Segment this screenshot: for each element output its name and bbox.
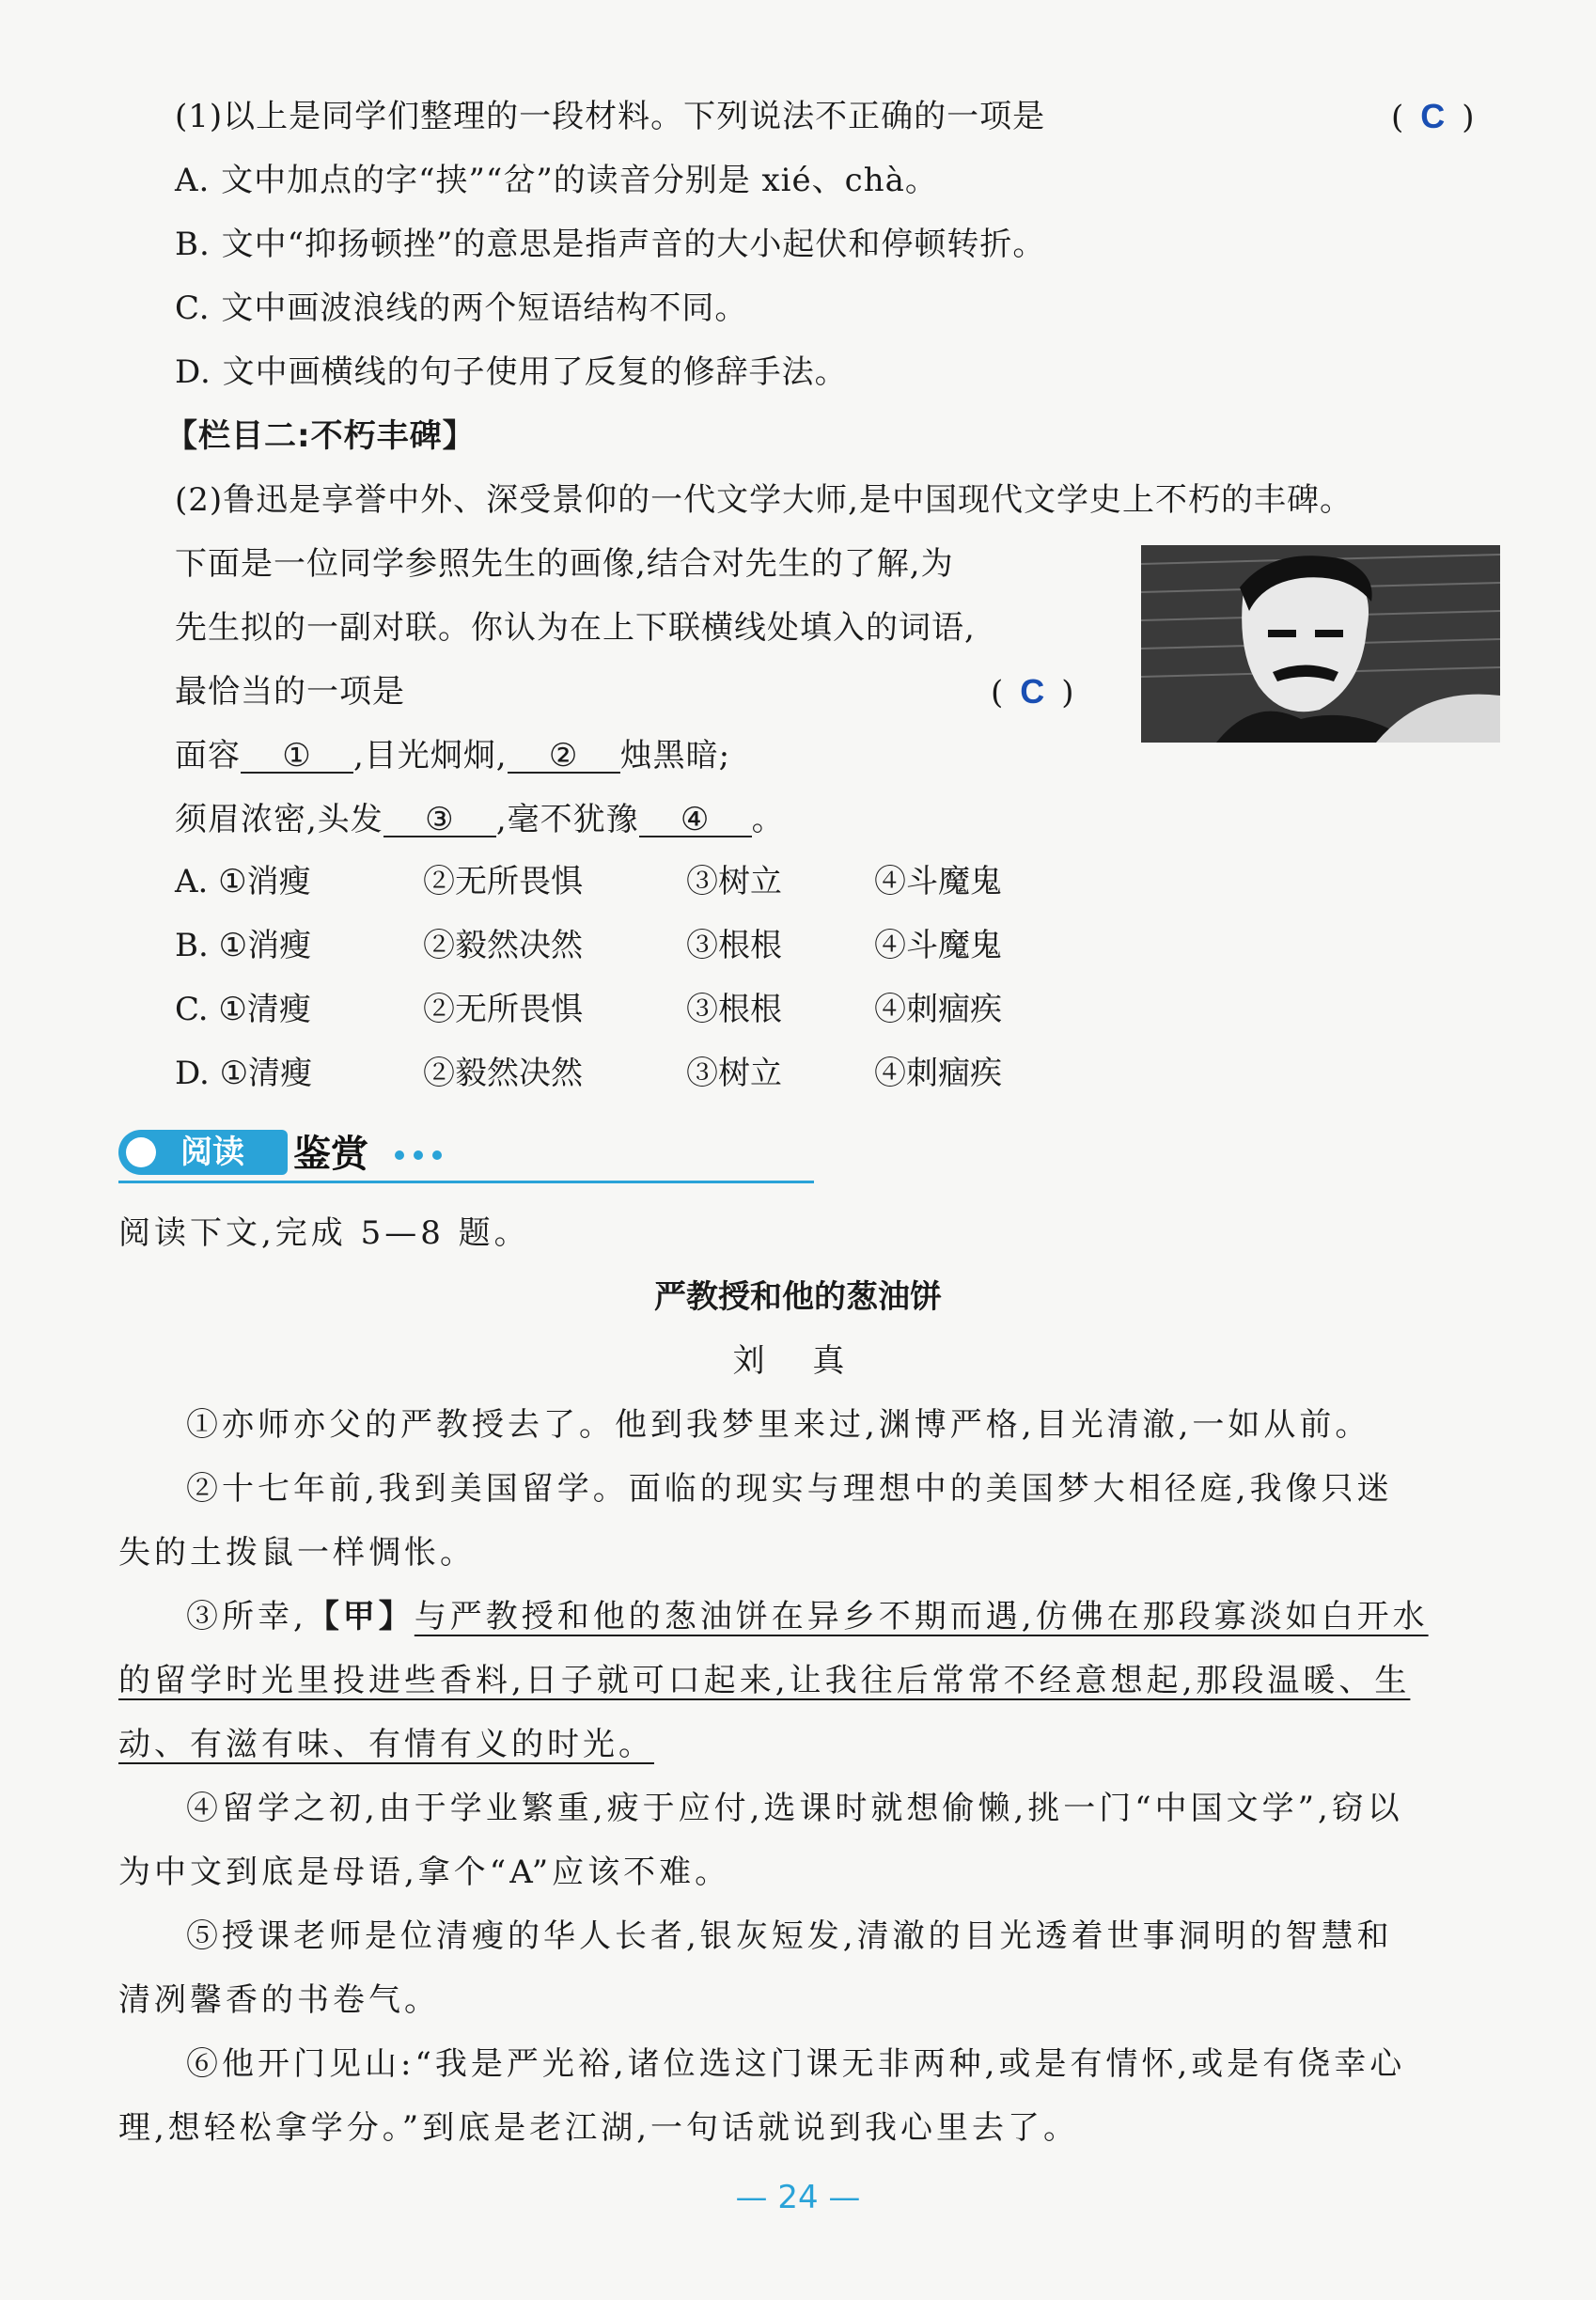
q1-option-b: B. 文中“抑扬顿挫”的意思是指声音的大小起伏和停顿转折。	[175, 226, 1046, 263]
option-d-2: ②毅然决然	[423, 1055, 583, 1092]
option-c-1: C. ①清瘦	[175, 991, 311, 1028]
paragraph-1: ①亦师亦父的严教授去了。他到我梦里来过,渊博严格,目光清澈,一如从前。	[186, 1406, 1371, 1444]
option-b-3: ③根根	[686, 927, 782, 964]
couplet-upper-post: 烛黑暗;	[619, 737, 731, 774]
blank-4: ④	[639, 804, 752, 837]
paragraph-6-line-2: 理,想轻松拿学分。”到底是老江湖,一句话就说到我心里去了。	[118, 2109, 1079, 2147]
passage-title: 严教授和他的葱油饼	[654, 1278, 942, 1316]
q2-line-1: (2)鲁迅是享誉中外、深受景仰的一代文学大师,是中国现代文学史上不朽的丰碑。	[175, 481, 1353, 519]
q1-option-c: C. 文中画波浪线的两个短语结构不同。	[175, 289, 748, 327]
option-a-2: ②无所畏惧	[423, 863, 583, 900]
couplet-lower-pre: 须眉浓密,头发	[175, 801, 383, 838]
reading-instruction: 阅读下文,完成 5—8 题。	[118, 1214, 530, 1252]
paragraph-3-underlined-3: 动、有滋有味、有情有义的时光。	[118, 1726, 654, 1763]
paragraph-3-line-3	[118, 1726, 1510, 1763]
dots-icon	[393, 1149, 468, 1162]
paragraph-4-line-1: ④留学之初,由于学业繁重,疲于应付,选课时就想偷懒,挑一门“中国文学”,窃以	[186, 1790, 1403, 1827]
couplet-upper-mid: ,目光炯炯,	[353, 737, 508, 774]
paragraph-5-line-2: 清冽馨香的书卷气。	[118, 1981, 440, 2019]
option-a-1: A. ①消瘦	[175, 863, 311, 900]
paragraph-3-line-1	[186, 1598, 1510, 1635]
paragraph-3-lead: ③所幸,	[186, 1598, 307, 1635]
option-c-4: ④刺痼疾	[874, 991, 1002, 1028]
portrait-image	[1141, 545, 1500, 743]
q1-stem: (1)以上是同学们整理的一段材料。下列说法不正确的一项是	[175, 98, 1046, 135]
passage-author: 刘 真	[732, 1342, 864, 1380]
page-number: — 24 —	[735, 2179, 861, 2216]
column-heading: 【栏目二:不朽丰碑】	[165, 417, 476, 455]
q2-line-3: 先生拟的一副对联。你认为在上下联横线处填入的词语,	[175, 609, 976, 647]
paragraph-5-line-1: ⑤授课老师是位清瘦的华人长者,银灰短发,清澈的目光透着世事洞明的智慧和	[186, 1917, 1393, 1955]
option-b-2: ②毅然决然	[423, 927, 583, 964]
marker-jia: 【甲】	[306, 1598, 415, 1635]
q2-answer-open: (	[991, 674, 1004, 712]
paragraph-6-line-1: ⑥他开门见山:“我是严光裕,诸位选这门课无非两种,或是有情怀,或是有侥幸心	[186, 2045, 1406, 2083]
option-d-1: D. ①清瘦	[175, 1055, 313, 1092]
option-d-4: ④刺痼疾	[874, 1055, 1002, 1092]
paragraph-3-underlined: 与严教授和他的葱油饼在异乡不期而遇,仿佛在那段寡淡如白开水	[414, 1598, 1429, 1635]
couplet-upper-pre: 面容	[175, 737, 241, 774]
couplet-lower-post: 。	[751, 801, 785, 838]
couplet-lower-mid: ,毫不犹豫	[495, 801, 639, 838]
paragraph-2-line-2: 失的土拨鼠一样惆怅。	[118, 1534, 476, 1572]
blank-1: ①	[241, 740, 353, 774]
couplet-lower	[175, 801, 1510, 838]
q1-answer: C	[1420, 97, 1446, 135]
tab-circle-icon	[126, 1137, 156, 1167]
q1-answer-close: )	[1462, 99, 1475, 136]
paragraph-3-line-2	[118, 1662, 1510, 1699]
paragraph-4-line-2: 为中文到底是母语,拿个“A”应该不难。	[118, 1854, 731, 1891]
paragraph-2-line-1: ②十七年前,我到美国留学。面临的现实与理想中的美国梦大相径庭,我像只迷	[186, 1470, 1393, 1508]
q1-answer-open: (	[1391, 99, 1404, 136]
option-b-4: ④斗魔鬼	[874, 927, 1002, 964]
q2-answer: C	[1020, 672, 1045, 711]
couplet-upper	[175, 737, 1510, 774]
section-banner	[118, 1126, 814, 1186]
section-rule	[118, 1181, 814, 1183]
q1-answer-box	[1391, 98, 1475, 136]
blank-2: ②	[508, 740, 620, 774]
blank-3: ③	[383, 804, 496, 837]
paragraph-3-underlined-2: 的留学时光里投进些香料,日子就可口起来,让我往后常常不经意想起,那段温暖、生	[118, 1662, 1411, 1699]
option-b-1: B. ①消瘦	[175, 927, 312, 964]
option-a-3: ③树立	[686, 863, 782, 900]
q2-answer-close: )	[1061, 674, 1074, 712]
option-c-3: ③根根	[686, 991, 782, 1028]
section-tab-label: 阅读	[180, 1134, 244, 1171]
q1-option-d: D. 文中画横线的句子使用了反复的修辞手法。	[175, 353, 848, 391]
option-a-4: ④斗魔鬼	[874, 863, 1002, 900]
section-title: 鉴赏	[293, 1133, 368, 1176]
q2-line-2: 下面是一位同学参照先生的画像,结合对先生的了解,为	[175, 545, 954, 583]
q2-answer-box	[991, 673, 1074, 712]
q2-line-4: 最恰当的一项是	[175, 673, 405, 711]
option-d-3: ③树立	[686, 1055, 782, 1092]
q1-option-a: A. 文中加点的字“挟”“岔”的读音分别是 xié、chà。	[175, 162, 938, 199]
portrait-illustration	[1141, 545, 1500, 743]
option-c-2: ②无所畏惧	[423, 991, 583, 1028]
